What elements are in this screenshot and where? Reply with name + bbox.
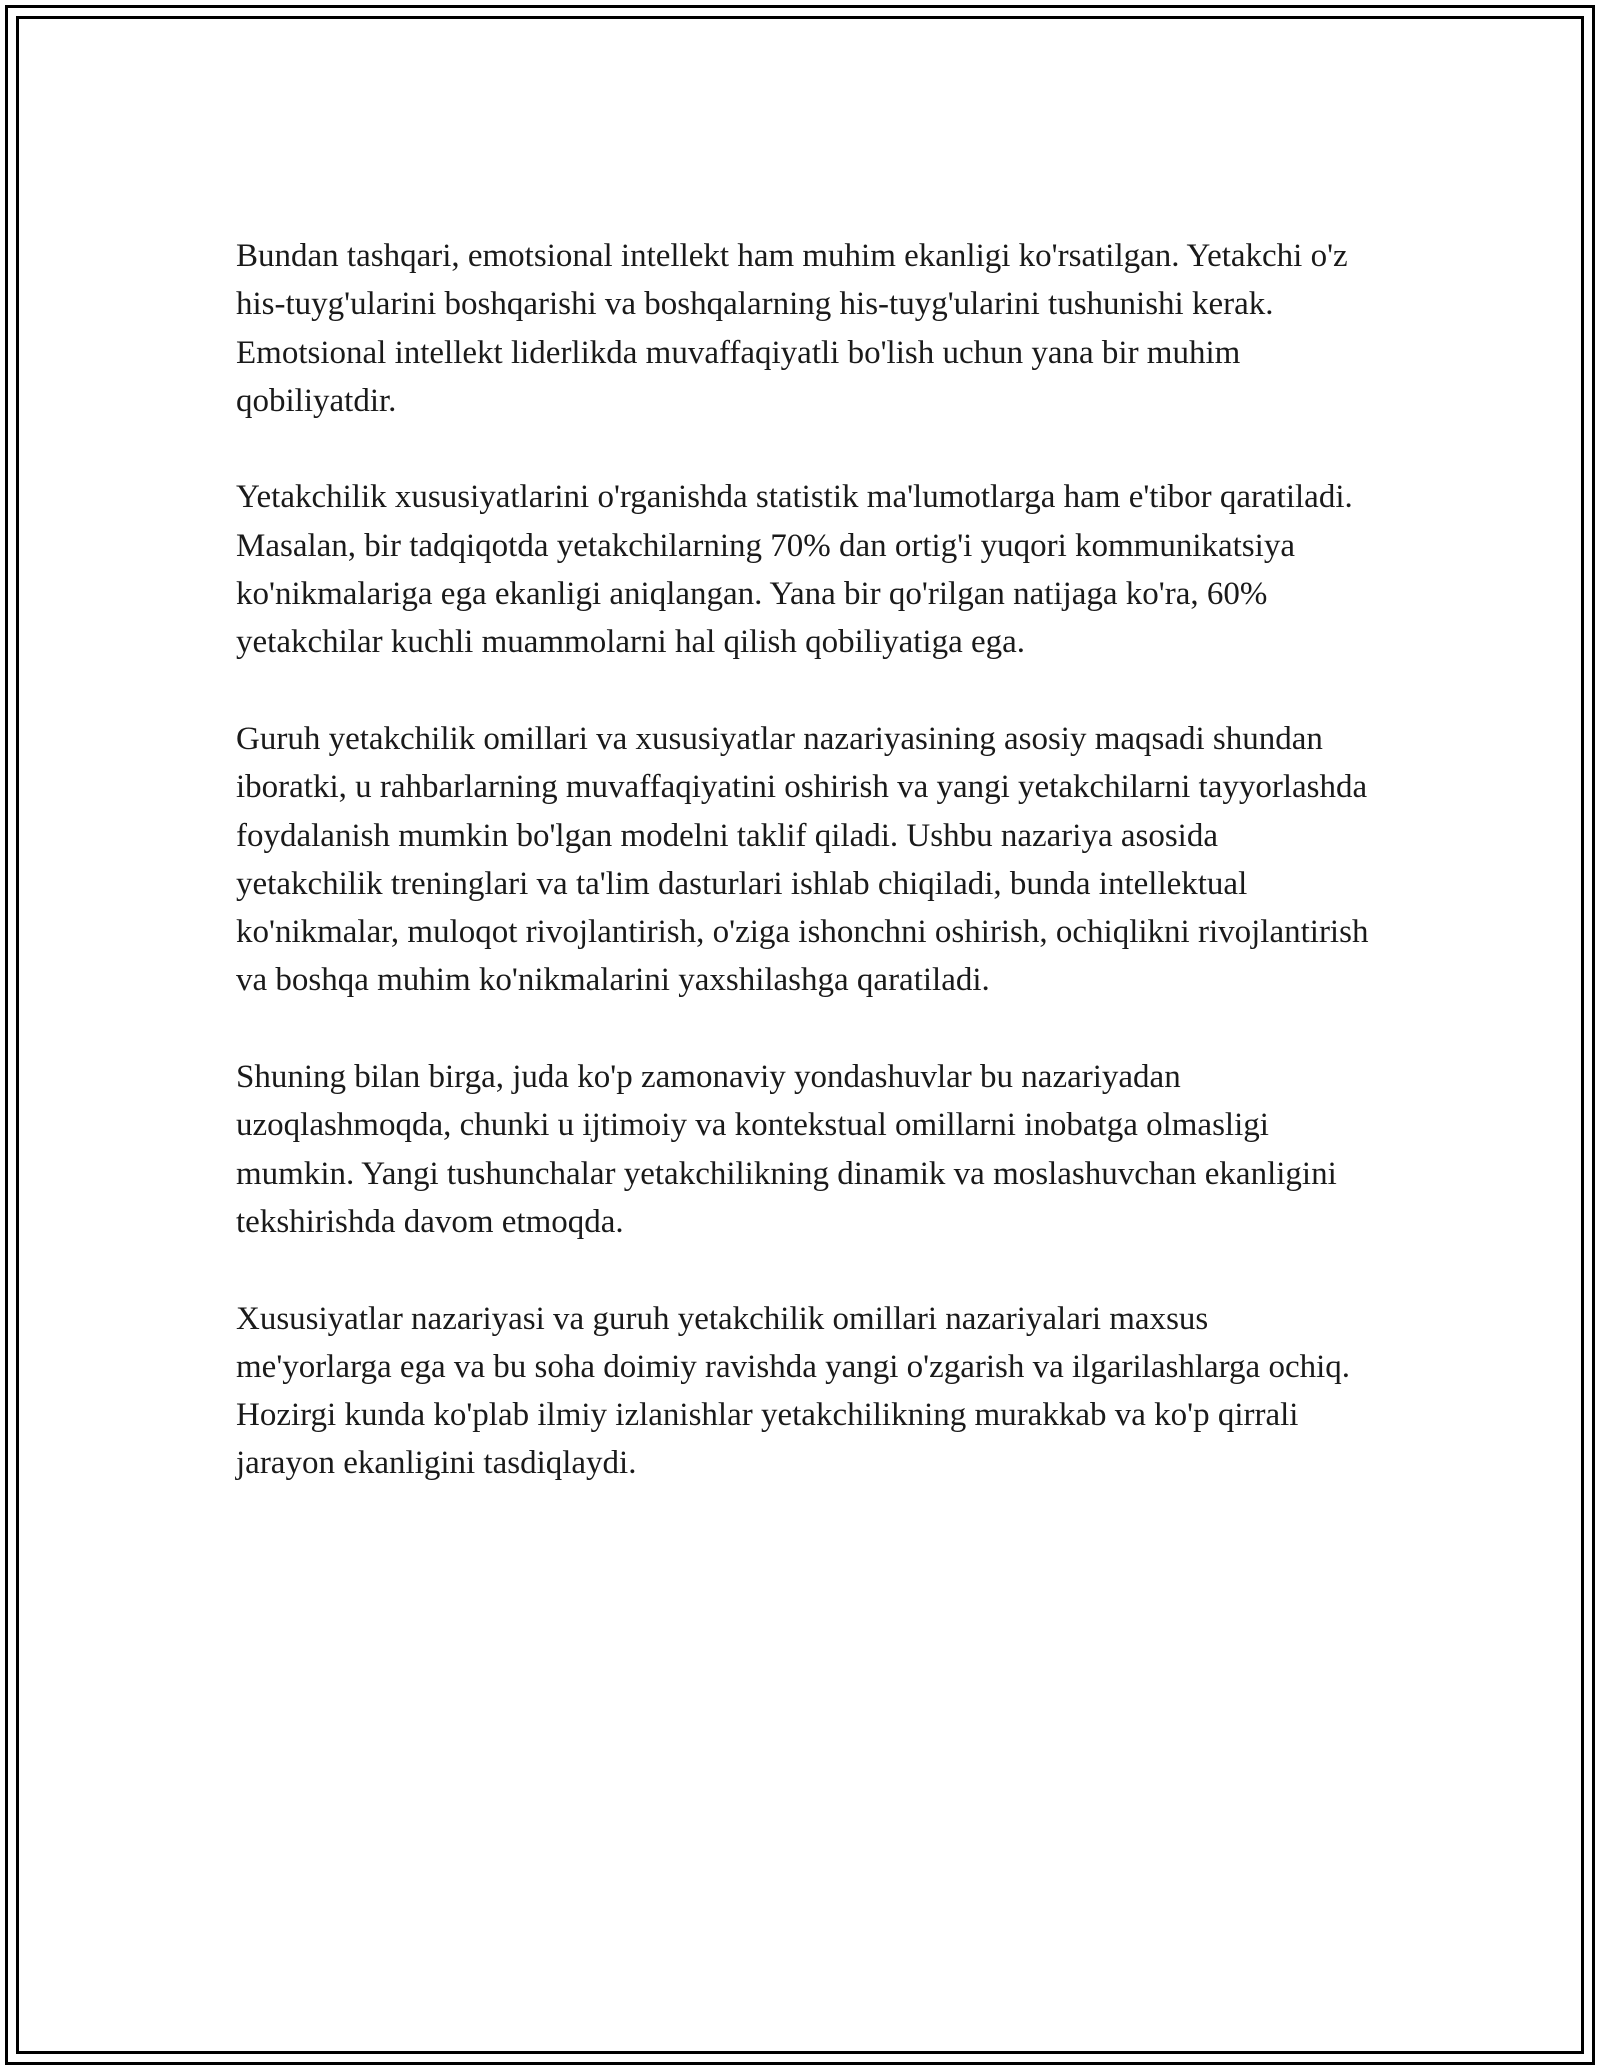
paragraph-modern-approaches: Shuning bilan birga, juda ko'p zamonaviy yondashuvlar bu nazariyadan uzoqlashmoqda, chunki u ijtimoiy va kontekstual omillarni inobatga olmasligi mumkin. Yangi tushunchalar yetakchilikning dinamik va moslashuvchan ekanligini tekshirishda davom etmoqda. <box>236 1059 1337 1240</box>
paragraph-conclusion: Xususiyatlar nazariyasi va guruh yetakchilik omillari nazariyalari maxsus me'yorlarga ega va bu soha doimiy ravishda yangi o'zgarish va ilgarilashlarga ochiq. Hozirgi kunda ko'plab ilmiy izlanishlar yetakchilikning murakkab va ko'p qirrali jarayon ekanligini tasdiqlaydi. <box>236 1300 1351 1482</box>
paragraph-theory-purpose: Guruh yetakchilik omillari va xususiyatlar nazariyasining asosiy maqsadi shundan iboratki, u rahbarlarning muvaffaqiyatini oshirish va yangi yetakchilarni tayyorlashda foydalanish mumkin bo'lgan modelni taklif qiladi. Ushbu nazariya asosida yetakchilik treninglari va ta'lim dasturlari ishlab chiqiladi, bunda intellektual ko'nikmalar, muloqot rivojlantirish, o'ziga ishonchni oshirish, ochiqlikni rivojlantirish va boshqa muhim ko'nikmalarini yaxshilashga qaratiladi. <box>236 720 1369 999</box>
document-body <box>236 232 1372 1536</box>
paragraph-emotional-intelligence: Bundan tashqari, emotsional intellekt ham muhim ekanligi ko'rsatilgan. Yetakchi o'z his-tuyg'ularini boshqarishi va boshqalarning his-tuyg'ularini tushunishi kerak. Emotsional intellekt liderlikda muvaffaqiyatli bo'lish uchun yana bir muhim qobiliyatdir. <box>236 238 1348 419</box>
paragraph-statistics: Yetakchilik xususiyatlarini o'rganishda statistik ma'lumotlarga ham e'tibor qaratiladi. Masalan, bir tadqiqotda yetakchilarning 70% dan ortig'i yuqori kommunikatsiya ko'nikmalariga ega ekanligi aniqlangan. Yana bir qo'rilgan natijaga ko'ra, 60% yetakchilar kuchli muammolarni hal qilish qobiliyatiga ega. <box>236 479 1353 661</box>
